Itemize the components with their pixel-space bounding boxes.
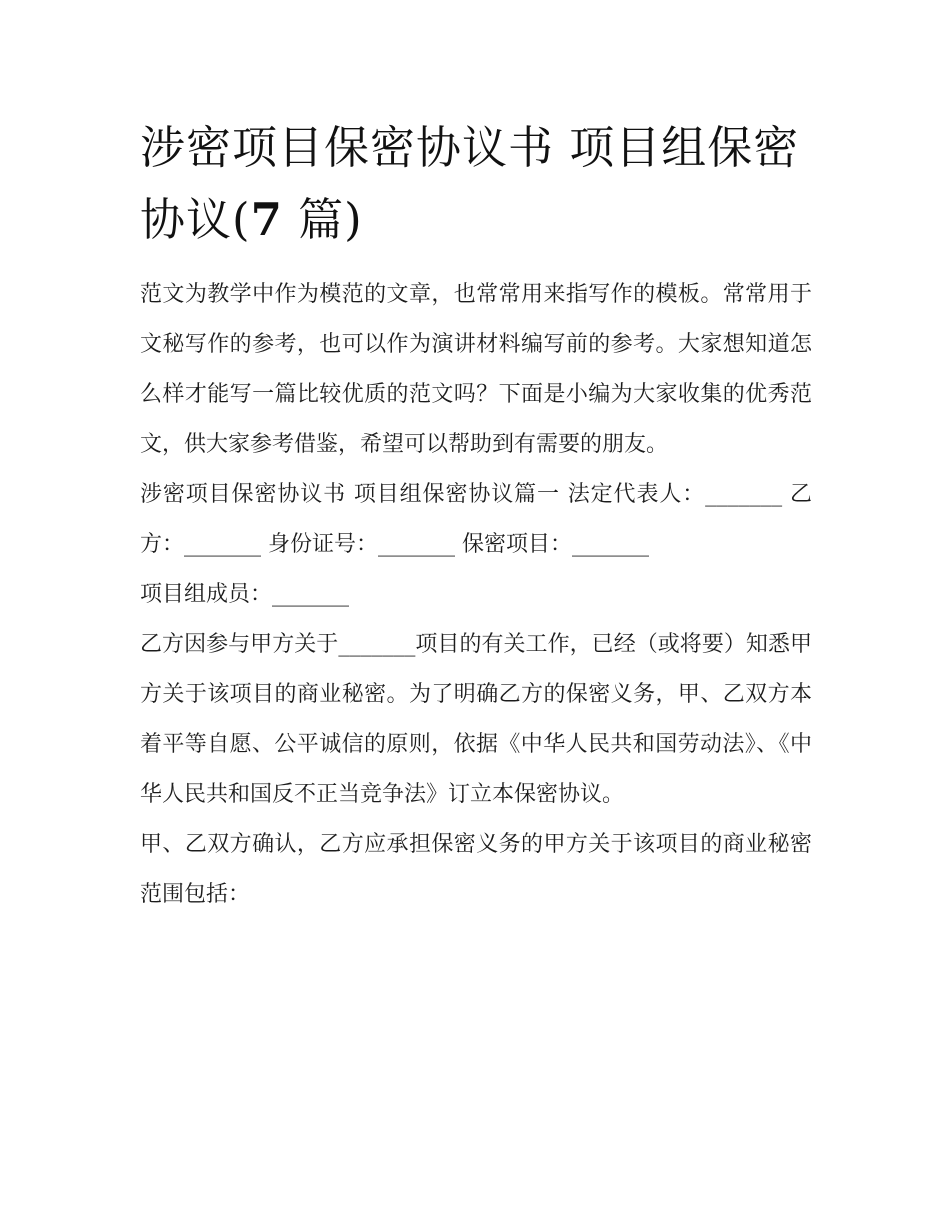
title-number: 7 (250, 193, 283, 246)
members-paragraph: 项目组成员：_______ (140, 582, 350, 607)
scope-paragraph: 甲、乙双方确认，乙方应承担保密义务的甲方关于该项目的商业秘密范围包括： (140, 832, 812, 907)
document-body (140, 112, 812, 920)
purpose-paragraph: 乙方因参与甲方关于_______项目的有关工作，已经（或将要）知悉甲方关于该项目的商业秘密。为了明确乙方的保密义务，甲、乙双方本着平等自愿、公平诚信的原则，依据《中华人民共和国劳动法》、《中华人民共和国反不正当竞争法》订立本保密协议。 (140, 632, 812, 807)
parties-paragraph: 涉密项目保密协议书 项目组保密协议篇一 法定代表人：_______ 乙方：_______ 身份证号：_______ 保密项目：_______ (140, 482, 812, 557)
title-prefix: 涉密项目保密协议书 项目组保密协议( (140, 121, 800, 246)
document-title (140, 112, 812, 256)
title-suffix: 篇) (282, 193, 363, 246)
intro-paragraph: 范文为教学中作为模范的文章，也常常用来指写作的模板。常常用于文秘写作的参考，也可以作为演讲材料编写前的参考。大家想知道怎么样才能写一篇比较优质的范文吗？下面是小编为大家收集的优秀范文，供大家参考借鉴，希望可以帮助到有需要的朋友。 (140, 282, 812, 457)
